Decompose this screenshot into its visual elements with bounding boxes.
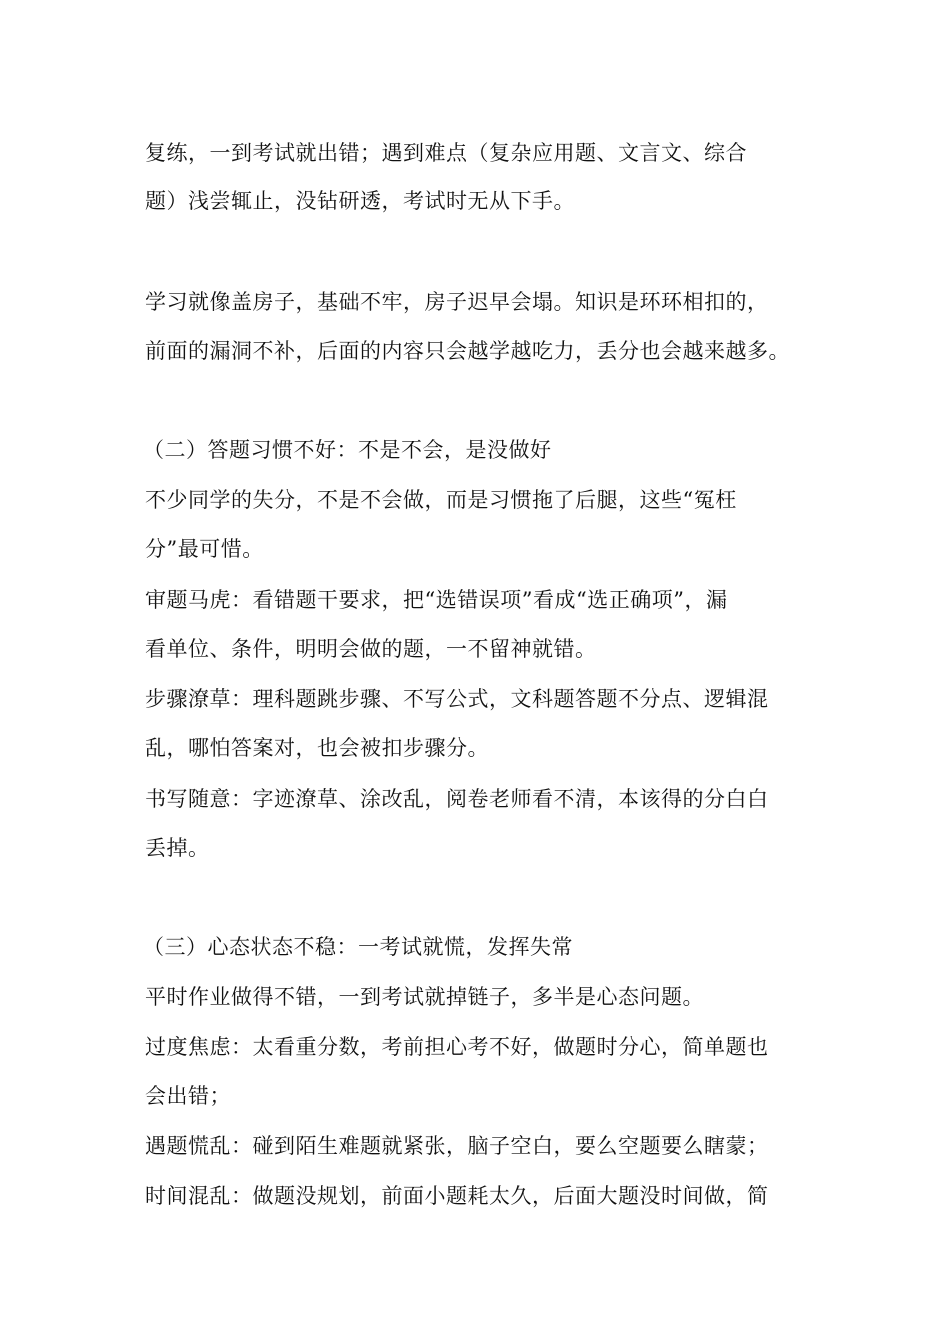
paragraph-line: 题）浅尝辄止，没钻研透，考试时无从下手。 [145, 189, 575, 213]
paragraph-line: 分”最可惜。 [145, 537, 264, 561]
paragraph-line: 遇题慌乱：碰到陌生难题就紧张，脑子空白，要么空题要么瞎蒙； [145, 1134, 769, 1158]
paragraph-line: 学习就像盖房子，基础不牢，房子迟早会塌。知识是环环相扣的， [145, 290, 769, 314]
paragraph-line: 步骤潦草：理科题跳步骤、不写公式，文科题答题不分点、逻辑混 [145, 687, 769, 711]
paragraph-line: 时间混乱：做题没规划，前面小题耗太久，后面大题没时间做，简 [145, 1184, 769, 1208]
paragraph-line: 书写随意：字迹潦草、涂改乱，阅卷老师看不清，本该得的分白白 [145, 787, 769, 811]
paragraph-line: 丢掉。 [145, 836, 210, 860]
section-heading-3: （三）心态状态不稳：一考试就慌，发挥失常 [143, 935, 573, 959]
paragraph-line: 过度焦虑：太看重分数，考前担心考不好，做题时分心，简单题也 [145, 1035, 769, 1059]
section-heading-2: （二）答题习惯不好：不是不会，是没做好 [143, 438, 552, 462]
paragraph-line: 平时作业做得不错，一到考试就掉链子，多半是心态问题。 [145, 985, 704, 1009]
paragraph-line: 审题马虎：看错题干要求，把“选错误项”看成“选正确项”，漏 [145, 588, 728, 612]
paragraph-line: 前面的漏洞不补，后面的内容只会越学越吃力，丢分也会越来越多。 [145, 339, 790, 363]
paragraph-line: 看单位、条件，明明会做的题，一不留神就错。 [145, 637, 597, 661]
paragraph-line: 乱，哪怕答案对，也会被扣步骤分。 [145, 736, 489, 760]
paragraph-line: 会出错； [145, 1084, 231, 1108]
paragraph-line: 不少同学的失分，不是不会做，而是习惯拖了后腿，这些“冤枉 [145, 488, 737, 512]
paragraph-line: 复练，一到考试就出错；遇到难点（复杂应用题、文言文、综合 [145, 141, 747, 165]
